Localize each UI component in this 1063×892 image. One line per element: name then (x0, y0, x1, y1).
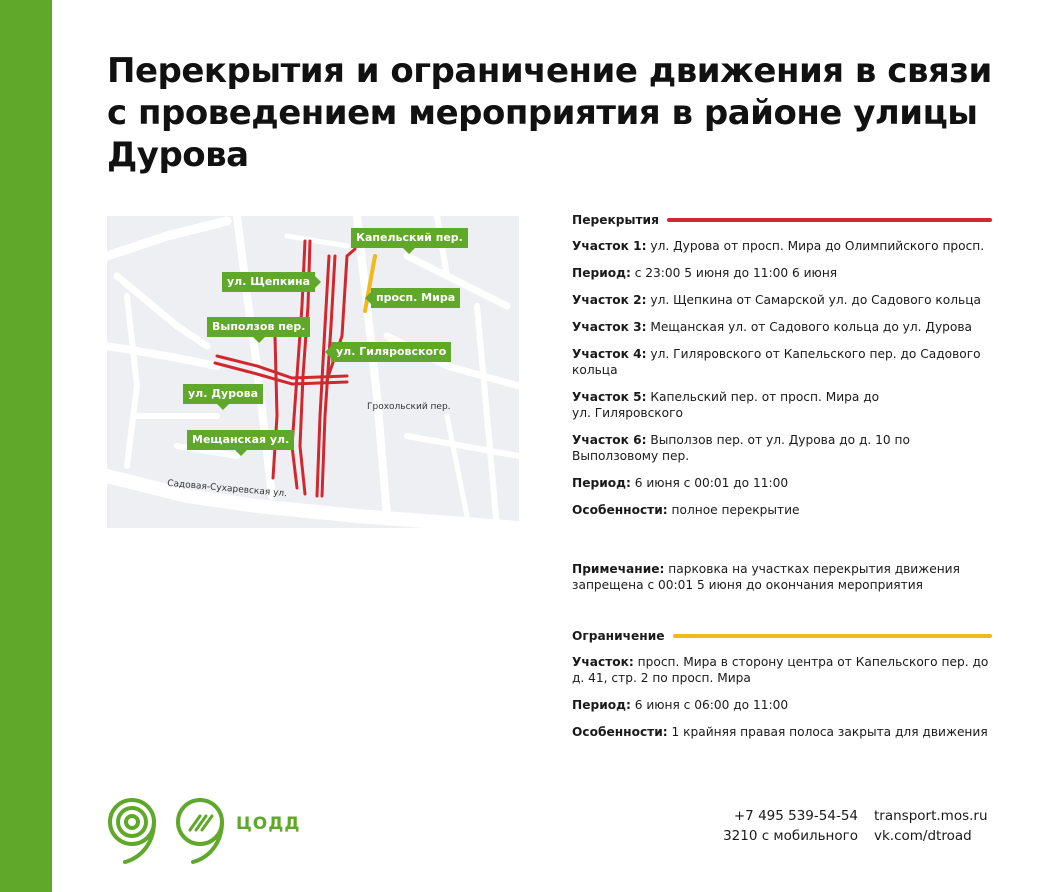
restriction-heading-label: Ограничение (572, 629, 665, 643)
restriction-item: Участок: просп. Мира в сторону центра от Капельского пер. до д. 41, стр. 2 по просп. Мира (572, 655, 989, 685)
phone-number: +7 495 539-54-54 (733, 808, 858, 824)
map-label-kapelsky: Капельский пер. (351, 228, 468, 248)
closure-item: Участок 3: Мещанская ул. от Садового кольца до ул. Дурова (572, 320, 973, 334)
restriction-legend-line (673, 634, 993, 638)
map-label-gilyarovskogo: ул. Гиляровского (331, 342, 451, 362)
map-label-prosp-mira: просп. Мира (371, 288, 460, 308)
closure-item: Участок 1: ул. Дурова от просп. Мира до Олимпийского просп. (572, 239, 985, 253)
closure-item: Особенности: полное перекрытие (572, 503, 800, 517)
info-panel (572, 212, 992, 751)
restriction-item: Особенности: 1 крайняя правая полоса закрыта для движения (572, 725, 988, 739)
closure-legend-line (667, 218, 992, 222)
links-block (874, 806, 988, 846)
contacts-block (700, 806, 858, 846)
closure-item: Период: 6 июня с 00:01 до 11:00 (572, 476, 789, 490)
map-label-meshchanskaya: Мещанская ул. (187, 430, 294, 450)
closures-heading (572, 212, 992, 228)
closure-item: Участок 2: ул. Щепкина от Самарской ул. до Садового кольца (572, 293, 981, 307)
restriction-heading (572, 628, 992, 644)
site-link[interactable]: transport.mos.ru (874, 808, 988, 824)
closure-item: Участок 6: Выползов пер. от ул. Дурова до д. 10 по Выползовому пер. (572, 433, 910, 463)
map-label-durova: ул. Дурова (183, 384, 263, 404)
closure-note: Примечание: парковка на участках перекрытия движения запрещена с 00:01 5 июня до окончания мероприятия (572, 562, 960, 592)
codd-logo-icon (178, 800, 222, 862)
closure-item: Участок 5: Капельский пер. от просп. Мира до ул. Гиляровского (572, 390, 880, 420)
page-title: Перекрытия и ограничение движения в связи с проведением мероприятия в районе улицы Дурова (107, 51, 992, 175)
closure-item: Период: с 23:00 5 июня до 11:00 6 июня (572, 266, 838, 280)
route-map (107, 216, 519, 528)
vk-link[interactable]: vk.com/dtroad (874, 828, 972, 844)
mobile-number: 3210 с мобильного (723, 828, 858, 844)
codd-logo-text: ЦОДД (236, 814, 301, 834)
street-name-grokholsky: Грохольский пер. (367, 402, 451, 412)
closures-heading-label: Перекрытия (572, 213, 659, 227)
closure-item: Участок 4: ул. Гиляровского от Капельского пер. до Садового кольца (572, 347, 981, 377)
side-accent-bar (0, 0, 52, 892)
restriction-item: Период: 6 июня с 06:00 до 11:00 (572, 698, 789, 712)
moscow-transport-logo-icon (110, 800, 154, 862)
street-name-sadovaya: Садовая-Сухаревская ул. (166, 478, 288, 500)
map-label-vypolzov: Выползов пер. (207, 317, 310, 337)
map-label-schepkina: ул. Щепкина (222, 272, 315, 292)
